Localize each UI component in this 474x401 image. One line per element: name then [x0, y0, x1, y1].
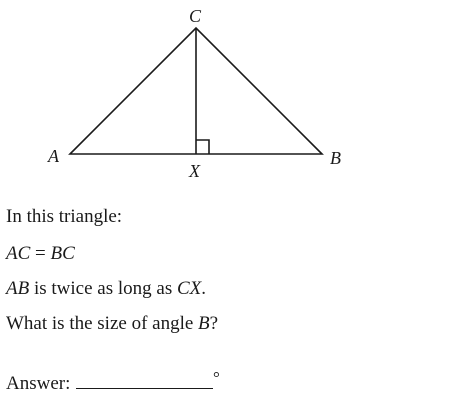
vertex-label-a: A: [48, 146, 59, 166]
question-mark: ?: [209, 313, 219, 334]
degree-symbol: °: [213, 368, 220, 387]
condition-length-ratio: [6, 278, 206, 300]
vertex-label-c: C: [189, 6, 202, 26]
vertex-label-b: B: [330, 148, 341, 168]
vertex-label-x: X: [189, 161, 200, 181]
segment-bc: BC: [50, 243, 75, 264]
angle-variable: B: [198, 313, 210, 334]
segment-cx: CX: [176, 278, 202, 299]
right-angle-marker: [196, 140, 209, 154]
answer-row: [6, 370, 213, 395]
question-text: [6, 313, 218, 335]
question-prefix: What is the size of angle: [6, 313, 199, 334]
answer-blank-field[interactable]: [76, 370, 213, 389]
condition-equal-sides: [6, 243, 75, 265]
period: .: [201, 278, 207, 299]
segment-ab: AB: [6, 278, 30, 299]
segment-ac: AC: [6, 243, 31, 264]
answer-label: Answer:: [6, 373, 71, 394]
triangle-diagram: [0, 0, 474, 190]
equals-sign: =: [30, 243, 51, 264]
ratio-text: is twice as long as: [29, 278, 177, 299]
intro-text: [6, 206, 122, 228]
intro-label: In this triangle:: [6, 206, 123, 227]
